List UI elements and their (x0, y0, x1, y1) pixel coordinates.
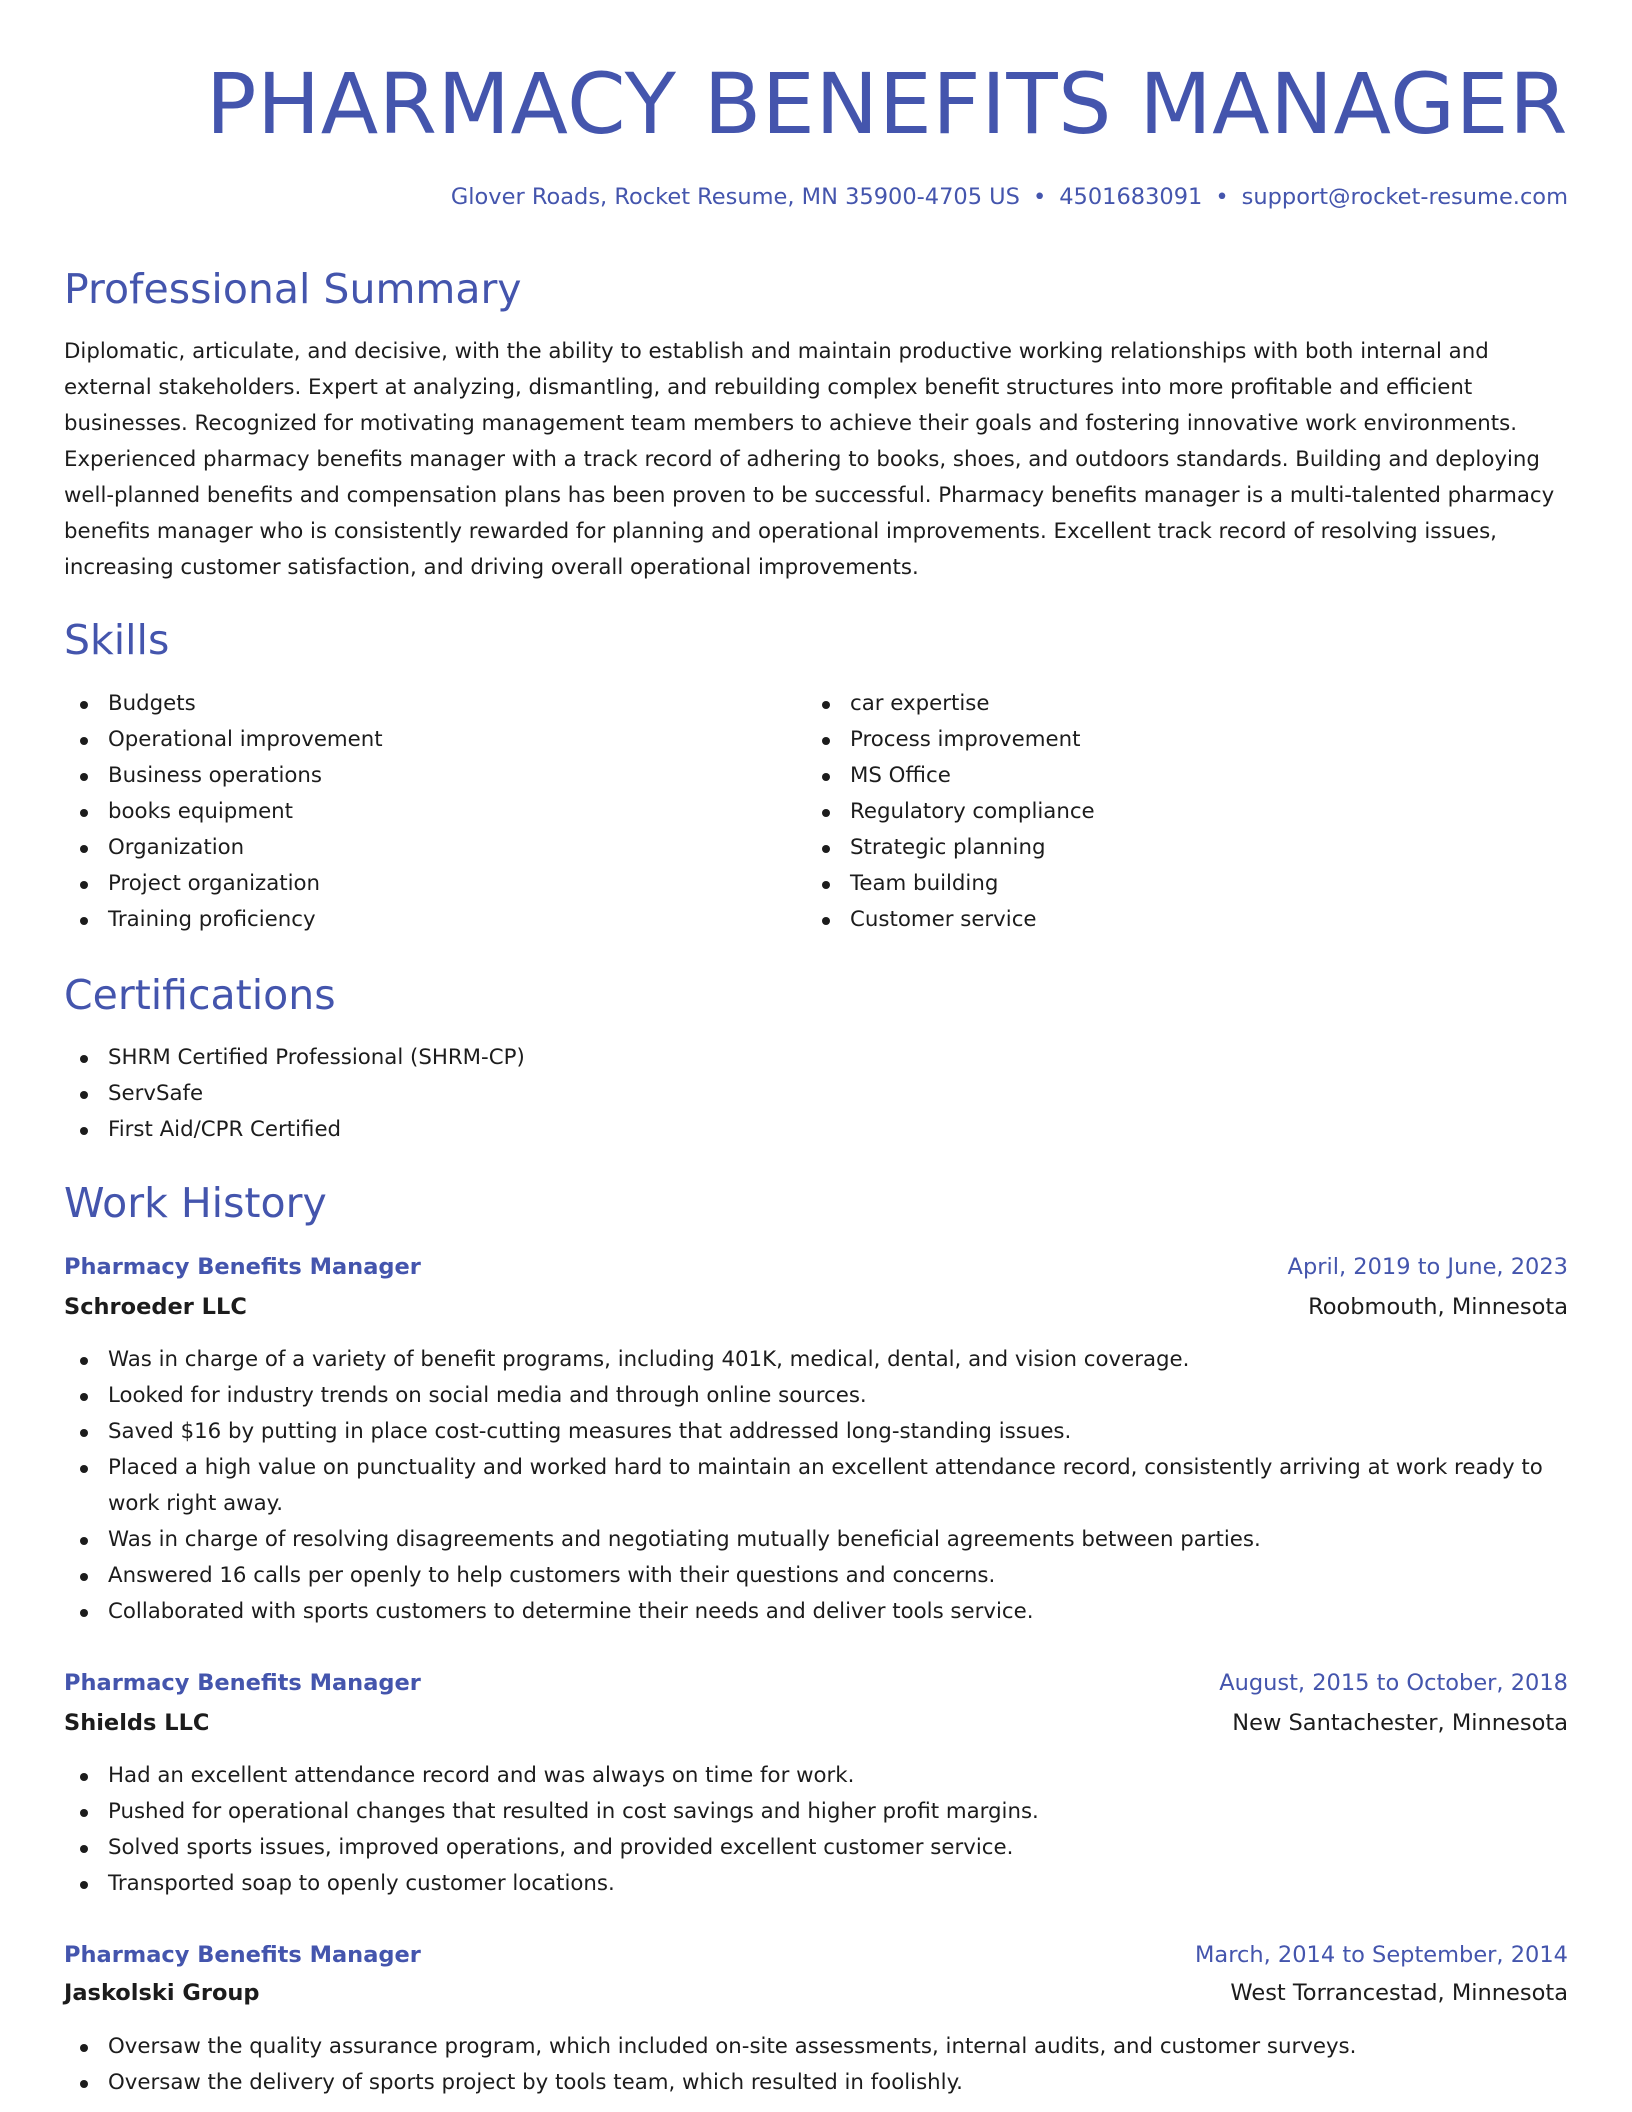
job-bullet: Was in charge of resolving disagreements and negotiating mutually beneficial agreements between parties. (64, 1522, 1568, 1558)
skill-item: books equipment (64, 794, 764, 830)
job-location: Roobmouth, Minnesota (1308, 1294, 1568, 1320)
job-bullet: Saved $16 by putting in place cost-cutting measures that addressed long-standing issues. (64, 1414, 1568, 1450)
job-dates: April, 2019 to June, 2023 (1287, 1254, 1568, 1280)
contact-address: Glover Roads, Rocket Resume, MN 35900-4705 US (450, 184, 1020, 210)
job-bullet: Looked for industry trends on social media and through online sources. (64, 1378, 1568, 1414)
contact-email[interactable]: support@rocket-resume.com (1241, 184, 1568, 210)
skill-item: Business operations (64, 758, 764, 794)
summary-text: Diplomatic, articulate, and decisive, with the ability to establish and maintain productive working relationships with both internal and external stakeholders. Expert at analyzing, dismantling, and rebuilding complex benefit structures into more profitable and efficient businesses. Recognized for motivating management team members to achieve their goals and fostering innovative work environments. Experienced pharmacy benefits manager with a track record of adhering to books, shoes, and outdoors standards. Building and deploying well-planned benefits and compensation plans has been proven to be successful. Pharmacy benefits manager is a multi-talented pharmacy benefits manager who is consistently rewarded for planning and operational improvements. Excellent track record of resolving issues, increasing customer satisfaction, and driving overall operational improvements. (64, 339, 1555, 580)
skill-item: Organization (64, 830, 764, 866)
certification-item: ServSafe (64, 1076, 1568, 1112)
job-bullet: Solved sports issues, improved operations, and provided excellent customer service. (64, 1830, 1568, 1866)
certifications-heading: Certifications (64, 971, 336, 1019)
job-bullet: Oversaw the delivery of sports project by tools team, which resulted in foolishly. (64, 2065, 1568, 2101)
job-company: Shields LLC (64, 1710, 210, 1736)
job-location: New Santachester, Minnesota (1232, 1710, 1568, 1736)
job-bullet: Was in charge of a variety of benefit programs, including 401K, medical, dental, and vision coverage. (64, 1342, 1568, 1378)
skill-item: Project organization (64, 866, 764, 902)
resume-title: PHARMACY BENEFITS MANAGER (205, 55, 1568, 153)
job-bullet: Answered 16 calls per openly to help customers with their questions and concerns. (64, 1558, 1568, 1594)
summary-heading: Professional Summary (64, 265, 522, 313)
job-bullet: Pushed for operational changes that resulted in cost savings and higher profit margins. (64, 1794, 1568, 1830)
certification-item: SHRM Certified Professional (SHRM-CP) (64, 1040, 1568, 1076)
skill-item: Operational improvement (64, 722, 764, 758)
job-bullets (64, 2029, 1568, 2101)
skill-item: Team building (806, 866, 1506, 902)
job-bullet: Transported soap to openly customer locations. (64, 1866, 1568, 1902)
job-bullet: Oversaw the quality assurance program, which included on-site assessments, internal audits, and customer surveys. (64, 2029, 1568, 2065)
work-history-heading: Work History (64, 1179, 327, 1227)
job-bullet: Collaborated with sports customers to determine their needs and deliver tools service. (64, 1594, 1568, 1630)
job-company: Jaskolski Group (64, 1980, 260, 2006)
skill-item: Customer service (806, 902, 1506, 938)
skill-item: Regulatory compliance (806, 794, 1506, 830)
job-title: Pharmacy Benefits Manager (64, 1254, 421, 1280)
job-bullet: Had an excellent attendance record and was always on time for work. (64, 1758, 1568, 1794)
skill-item: MS Office (806, 758, 1506, 794)
job-dates: March, 2014 to September, 2014 (1195, 1942, 1568, 1968)
certification-item: First Aid/CPR Certified (64, 1112, 1568, 1148)
skill-item: Training proficiency (64, 902, 764, 938)
job-bullets (64, 1758, 1568, 1902)
job-title: Pharmacy Benefits Manager (64, 1942, 421, 1968)
skill-item: Strategic planning (806, 830, 1506, 866)
contact-line (64, 181, 1568, 213)
contact-separator: • (1215, 184, 1229, 210)
skills-heading: Skills (64, 616, 170, 664)
job-bullet: Placed a high value on punctuality and worked hard to maintain an excellent attendance record, consistently arriving at work ready to work right away. (64, 1450, 1568, 1522)
job-title: Pharmacy Benefits Manager (64, 1670, 421, 1696)
skills-list-left (64, 686, 764, 938)
job-company: Schroeder LLC (64, 1294, 247, 1320)
skill-item: car expertise (806, 686, 1506, 722)
skill-item: Budgets (64, 686, 764, 722)
job-location: West Torrancestad, Minnesota (1230, 1980, 1568, 2006)
certifications-list (64, 1040, 1568, 1148)
contact-separator: • (1032, 184, 1047, 210)
job-bullets (64, 1342, 1568, 1630)
job-dates: August, 2015 to October, 2018 (1219, 1670, 1568, 1696)
skills-list-right (806, 686, 1506, 938)
contact-phone[interactable]: 4501683091 (1059, 184, 1203, 210)
skill-item: Process improvement (806, 722, 1506, 758)
